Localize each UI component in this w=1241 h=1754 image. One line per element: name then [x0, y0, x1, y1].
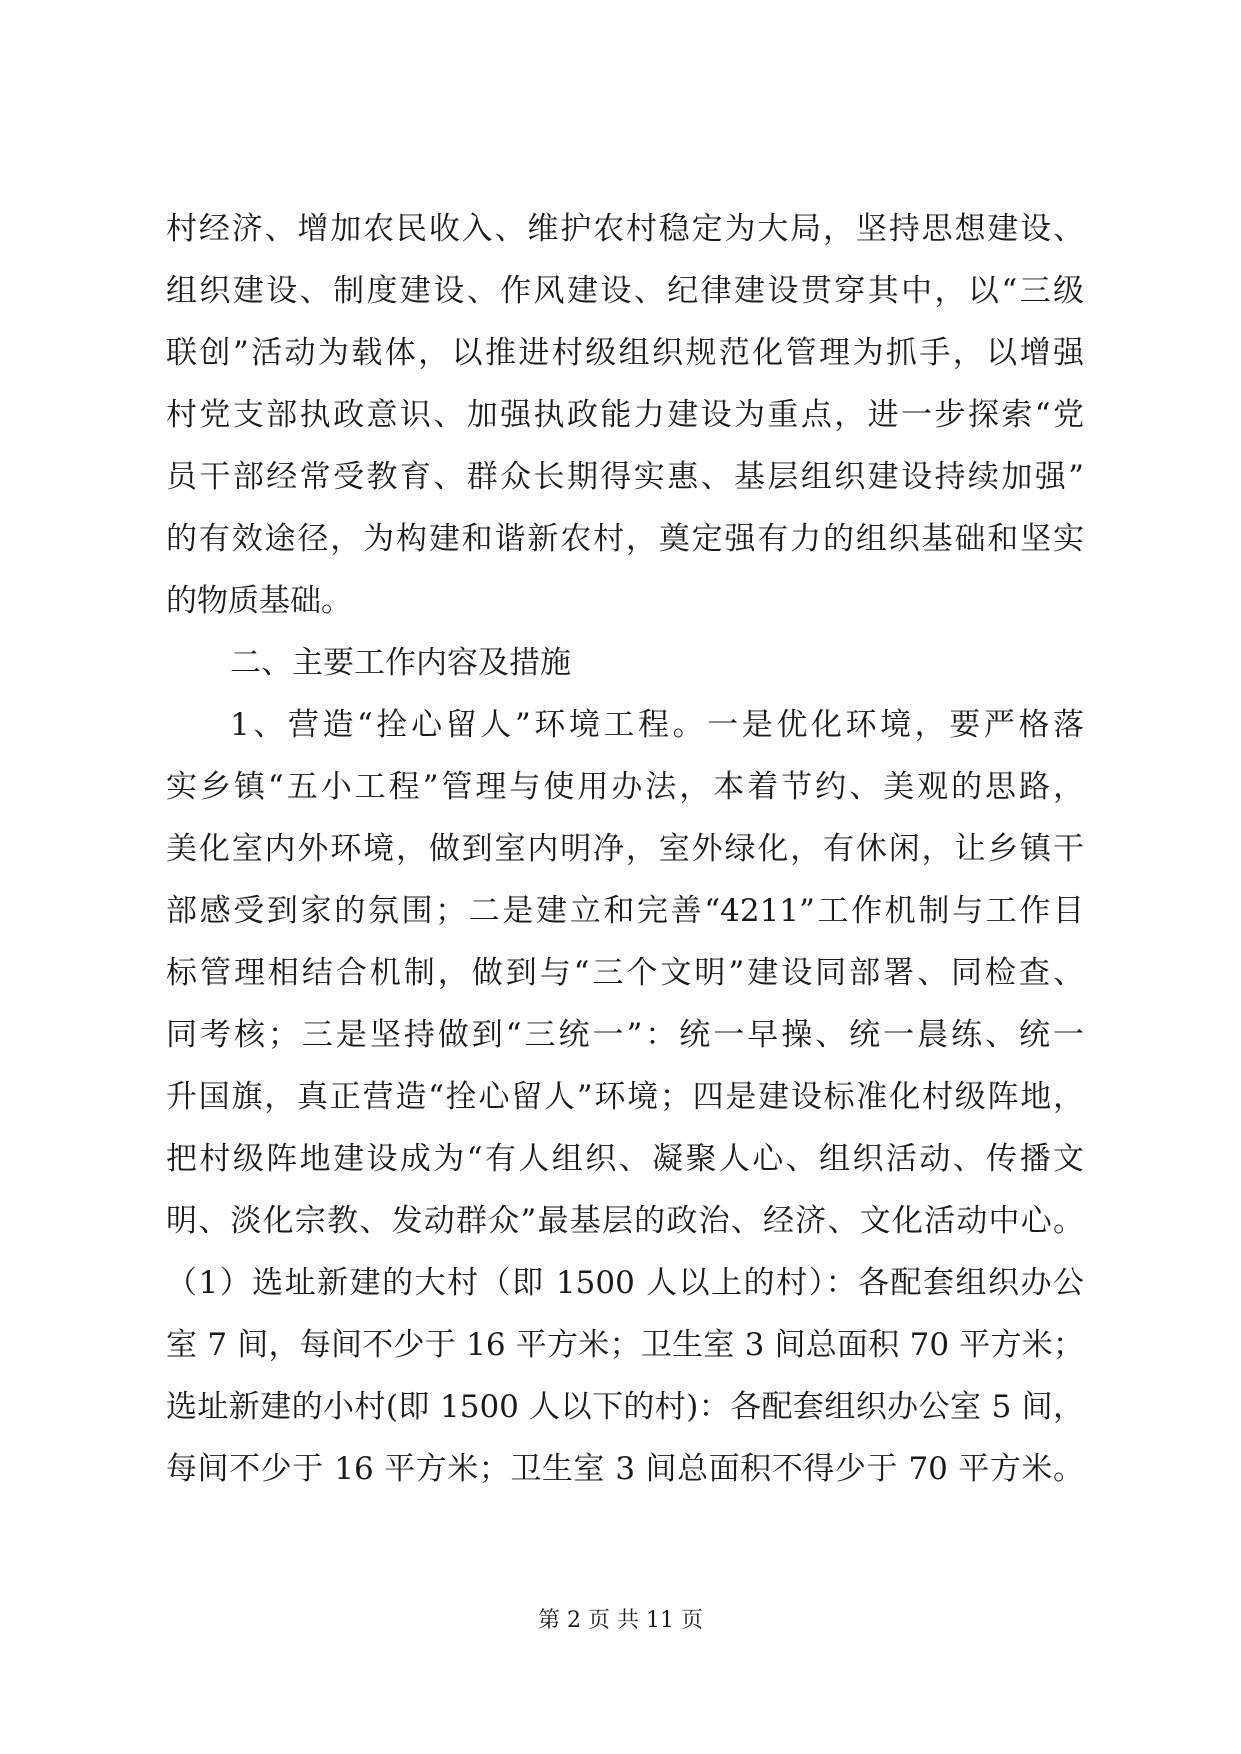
- paragraph-line: （1）选址新建的大村（即 1500 人以上的村）：各配套组织办公: [166, 1265, 1084, 1301]
- paragraph-line: 的物质基础。: [166, 583, 352, 619]
- paragraph-line: 村经济、增加农民收入、维护农村稳定为大局，坚持思想建设、: [166, 211, 1084, 247]
- paragraph-line: 升国旗，真正营造“拴心留人”环境；四是建设标准化村级阵地，: [166, 1079, 1084, 1115]
- page-number-footer: 第 2 页 共 11 页: [538, 1608, 703, 1633]
- paragraph-line: 联创”活动为载体，以推进村级组织规范化管理为抓手，以增强: [166, 335, 1084, 371]
- paragraph-line: 室 7 间，每间不少于 16 平方米；卫生室 3 间总面积 70 平方米；: [166, 1327, 1084, 1363]
- paragraph-line: 明、淡化宗教、发动群众”最基层的政治、经济、文化活动中心。: [166, 1203, 1084, 1239]
- paragraph-line: 美化室内外环境，做到室内明净，室外绿化，有休闲，让乡镇干: [166, 831, 1084, 867]
- document-body: [166, 198, 1084, 1500]
- paragraph-line: 选址新建的小村(即 1500 人以下的村)：各配套组织办公室 5 间，: [166, 1389, 1084, 1425]
- paragraph-line: 同考核；三是坚持做到“三统一”：统一早操、统一晨练、统一: [166, 1017, 1084, 1053]
- paragraph-line: 每间不少于 16 平方米；卫生室 3 间总面积不得少于 70 平方米。: [166, 1451, 1084, 1487]
- paragraph-line: 部感受到家的氛围；二是建立和完善“4211”工作机制与工作目: [166, 893, 1084, 929]
- paragraph-line: 把村级阵地建设成为“有人组织、凝聚人心、组织活动、传播文: [166, 1141, 1084, 1177]
- section-heading: 二、主要工作内容及措施: [230, 645, 571, 681]
- paragraph-line: 1、营造“拴心留人”环境工程。一是优化环境，要严格落: [230, 707, 1084, 743]
- paragraph-line: 组织建设、制度建设、作风建设、纪律建设贯穿其中，以“三级: [166, 273, 1084, 309]
- paragraph-line: 的有效途径，为构建和谐新农村，奠定强有力的组织基础和坚实: [166, 521, 1084, 557]
- paragraph-line: 标管理相结合机制，做到与“三个文明”建设同部署、同检查、: [166, 955, 1084, 991]
- paragraph-line: 实乡镇“五小工程”管理与使用办法，本着节约、美观的思路，: [166, 769, 1084, 805]
- paragraph-line: 员干部经常受教育、群众长期得实惠、基层组织建设持续加强”: [166, 459, 1084, 495]
- paragraph-line: 村党支部执政意识、加强执政能力建设为重点，进一步探索“党: [166, 397, 1084, 433]
